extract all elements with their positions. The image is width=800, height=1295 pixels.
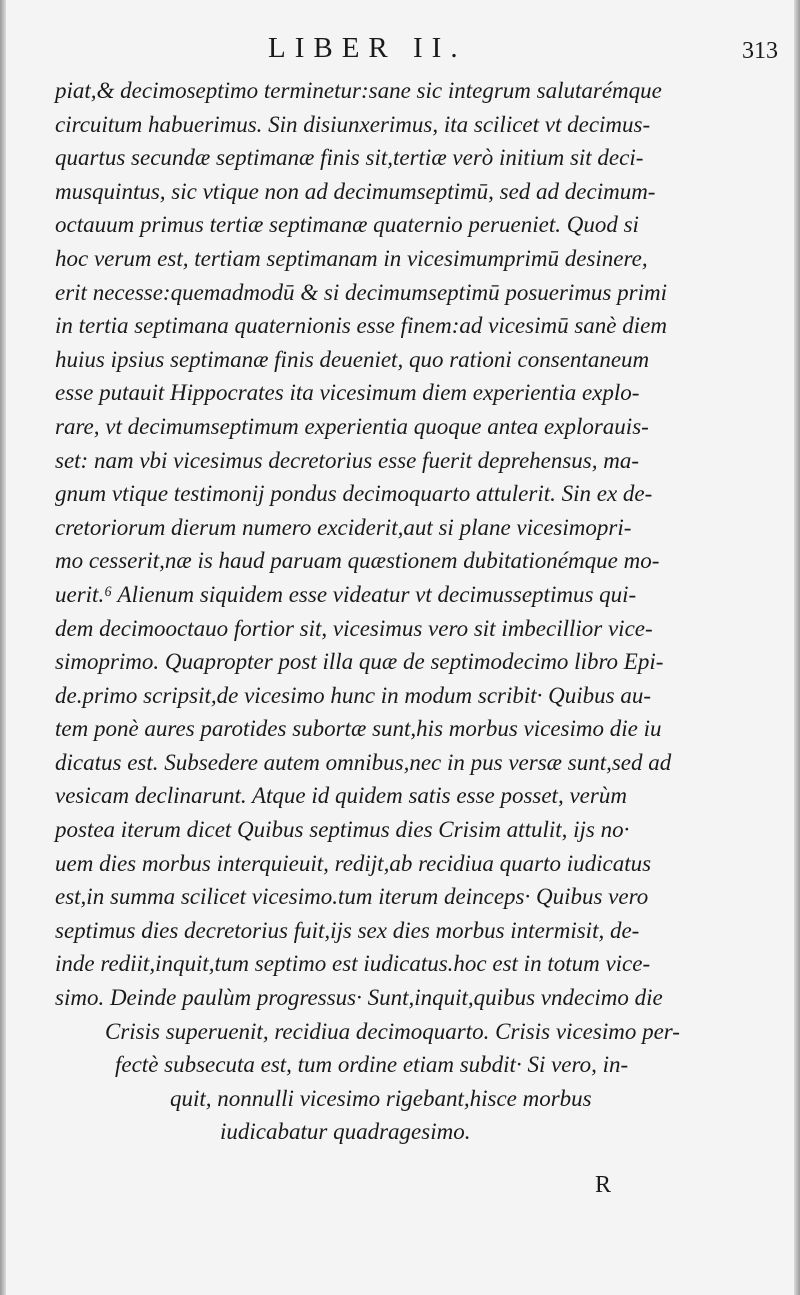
text-line: huius ipsius septimanæ finis deueniet, quo rationi consentaneum <box>55 346 650 372</box>
text-line: uerit.⁶ Alienum siquidem esse videatur vt decimusseptimus qui- <box>55 581 637 607</box>
text-line: septimus dies decretorius fuit,ijs sex dies morbus intermisit, de- <box>55 917 640 943</box>
page-edge-right <box>794 0 800 1295</box>
text-line: musquintus, sic vtique non ad decimumseptimū, sed ad decimum- <box>55 178 656 204</box>
catchword: R <box>595 1172 612 1198</box>
text-line: Crisis superuenit, recidiua decimoquarto. Crisis vicesimo per- <box>105 1018 680 1044</box>
text-line: circuitum habuerimus. Sin disiunxerimus, ita scilicet vt decimus- <box>55 111 651 137</box>
text-line: est,in summa scilicet vicesimo.tum iterum deinceps· Quibus vero <box>55 884 649 910</box>
text-line: piat,& decimoseptimo terminetur:sane sic integrum salutarémque <box>55 78 662 103</box>
text-line: in tertia septimana quaternionis esse finem:ad vicesimū sanè diem <box>55 313 667 339</box>
page-edge-left <box>0 0 6 1295</box>
text-line: dicatus est. Subsedere autem omnibus,nec in pus versæ sunt,sed ad <box>55 749 672 775</box>
text-line: rare, vt decimumseptimum experientia quoque antea explorauis- <box>55 413 649 439</box>
text-line: vesicam declinarunt. Atque id quidem satis esse posset, verùm <box>55 783 627 809</box>
text-line: uem dies morbus interquieuit, redijt,ab recidiua quarto iudicatus <box>55 850 652 876</box>
text-line: fectè subsecuta est, tum ordine etiam subdit· Si vero, in- <box>115 1052 629 1078</box>
text-line: mo cesserit,næ is haud paruam quæstionem dubitationémque mo- <box>55 548 660 574</box>
running-title: LIBER II. <box>268 32 467 64</box>
text-line: erit necesse:quemadmodū & si decimumseptimū posuerimus primi <box>55 279 667 305</box>
text-line: dem decimooctauo fortior sit, vicesimus vero sit imbecillior vice- <box>55 615 653 641</box>
text-line: simoprimo. Quapropter post illa quæ de septimodecimo libro Epi- <box>55 649 664 675</box>
page-number: 313 <box>742 38 778 64</box>
text-line: set: nam vbi vicesimus decretorius esse fuerit deprehensus, ma- <box>55 447 640 473</box>
text-line: gnum vtique testimonij pondus decimoquarto attulerit. Sin ex de- <box>55 481 653 507</box>
text-line: postea iterum dicet Quibus septimus dies Crisim attulit, ijs no· <box>55 817 630 843</box>
text-line: simo. Deinde paulùm progressus· Sunt,inquit,quibus vndecimo die <box>55 985 663 1011</box>
text-line: quit, nonnulli vicesimo rigebant,hisce morbus <box>170 1085 592 1111</box>
text-line: octauum primus tertiæ septimanæ quaternio perueniet. Quod si <box>55 212 639 238</box>
text-line: cretoriorum dierum numero exciderit,aut si plane vicesimopri- <box>55 514 632 540</box>
text-line: inde rediit,inquit,tum septimo est iudicatus.hoc est in totum vice- <box>55 951 651 977</box>
text-line: quartus secundæ septimanæ finis sit,tertiæ verò initium sit deci- <box>55 145 644 171</box>
text-line: hoc verum est, tertiam septimanam in vicesimumprimū desinere, <box>55 245 648 271</box>
text-line: de.primo scripsit,de vicesimo hunc in modum scribit· Quibus au- <box>55 682 652 708</box>
running-head <box>0 32 800 72</box>
text-line: iudicabatur quadragesimo. <box>220 1119 471 1145</box>
text-line: tem ponè aures parotides subortæ sunt,his morbus vicesimo die iu <box>55 716 662 742</box>
text-line: esse putauit Hippocrates ita vicesimum diem experientia explo- <box>55 380 640 406</box>
body-text <box>55 74 745 1149</box>
